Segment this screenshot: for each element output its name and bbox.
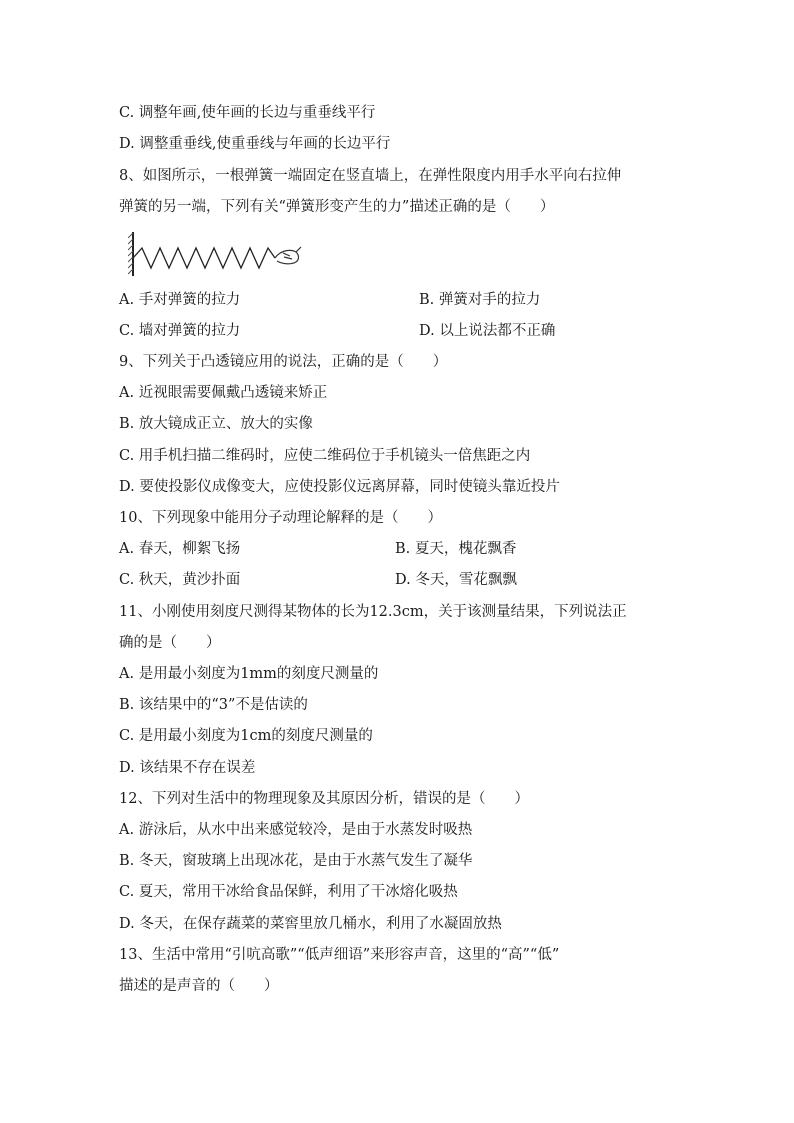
hand-icon bbox=[275, 247, 301, 264]
option-a: A. 手对弹簧的拉力 bbox=[119, 292, 241, 308]
option-a: A. 近视眼需要佩戴凸透镜来矫正 bbox=[119, 385, 328, 401]
option-c: C. 是用最小刻度为1cm的刻度尺测量的 bbox=[119, 728, 373, 744]
question-8-options bbox=[119, 321, 679, 341]
option-d: D. 冬天，在保存蔬菜的菜窖里放几桶水，利用了水凝固放热 bbox=[119, 916, 502, 932]
question-13-text-cont: 描述的是声音的（ ） bbox=[119, 978, 279, 994]
option-b: B. 该结果中的“3”不是估读的 bbox=[119, 697, 308, 713]
option-a: A. 春天，柳絮飞扬 bbox=[119, 541, 241, 557]
question-10-options bbox=[119, 570, 679, 590]
question-13-text: 13、生活中常用“引吭高歌”“低声细语”来形容声音，这里的“高”“低” bbox=[119, 947, 560, 963]
option-a: A. 游泳后，从水中出来感觉较冷，是由于水蒸发时吸热 bbox=[119, 822, 473, 838]
spring-figure bbox=[128, 230, 304, 278]
spring-coil bbox=[133, 248, 275, 268]
question-11-text: 11、小刚使用刻度尺测得某物体的长为12.3cm，关于该测量结果，下列说法正 bbox=[119, 604, 627, 620]
option-c: C. 用手机扫描二维码时，应使二维码位于手机镜头一倍焦距之内 bbox=[119, 448, 531, 464]
question-9-text: 9、下列关于凸透镜应用的说法，正确的是（ ） bbox=[119, 354, 448, 370]
question-8-text: 8、如图所示，一根弹簧一端固定在竖直墙上，在弹性限度内用手水平向右拉伸 bbox=[119, 168, 622, 184]
option-a: A. 是用最小刻度为1mm的刻度尺测量的 bbox=[119, 666, 379, 682]
option-d: D. 冬天，雪花飘飘 bbox=[395, 572, 517, 588]
question-10-options bbox=[119, 539, 679, 559]
option-line: D. 调整重垂线,使重垂线与年画的长边平行 bbox=[119, 136, 391, 152]
question-8-text-cont: 弹簧的另一端，下列有关“弹簧形变产生的力”描述正确的是（ ） bbox=[119, 199, 555, 215]
option-c: C. 墙对弹簧的拉力 bbox=[119, 323, 241, 339]
option-b: B. 弹簧对手的拉力 bbox=[419, 292, 541, 308]
option-c: C. 秋天，黄沙扑面 bbox=[119, 572, 241, 588]
option-c: C. 夏天，常用干冰给食品保鲜，利用了干冰熔化吸热 bbox=[119, 884, 458, 900]
option-b: B. 夏天，槐花飘香 bbox=[395, 541, 517, 557]
option-b: B. 冬天，窗玻璃上出现冰花，是由于水蒸气发生了凝华 bbox=[119, 853, 473, 869]
option-b: B. 放大镜成正立、放大的实像 bbox=[119, 416, 313, 432]
question-8-options bbox=[119, 290, 679, 310]
option-d: D. 以上说法都不正确 bbox=[419, 323, 556, 339]
question-11-text-cont: 确的是（ ） bbox=[119, 635, 221, 651]
option-line: C. 调整年画,使年画的长边与重垂线平行 bbox=[119, 105, 376, 121]
question-12-text: 12、下列对生活中的物理现象及其原因分析，错误的是（ ） bbox=[119, 791, 529, 807]
option-d: D. 要使投影仪成像变大，应使投影仪远离屏幕，同时使镜头靠近投片 bbox=[119, 479, 560, 495]
question-10-text: 10、下列现象中能用分子动理论解释的是（ ） bbox=[119, 510, 442, 526]
option-d: D. 该结果不存在误差 bbox=[119, 760, 256, 776]
